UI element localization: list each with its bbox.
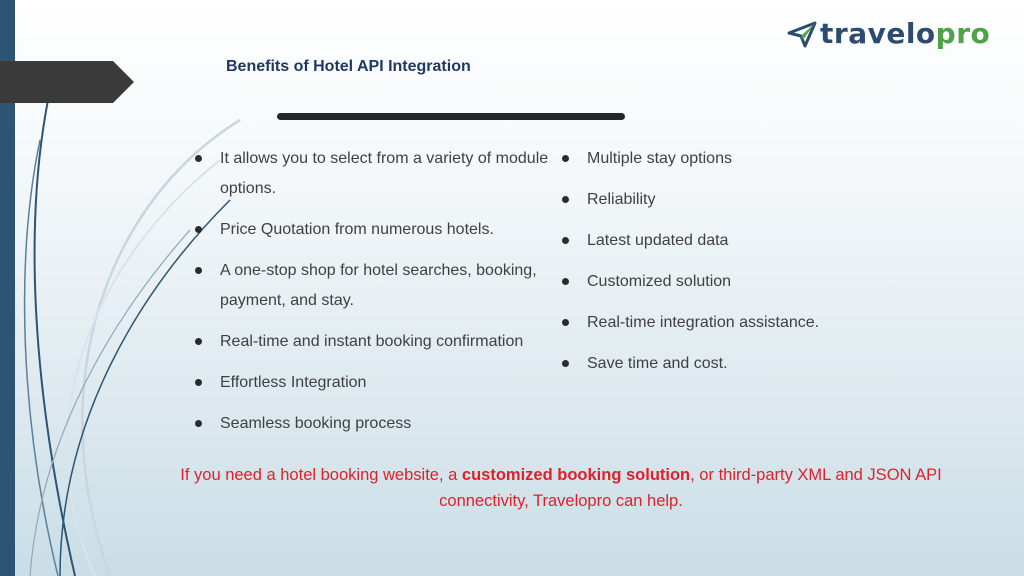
logo-text-primary: travelo xyxy=(820,17,936,50)
list-item xyxy=(192,215,562,245)
list-item-text: Customized solution xyxy=(587,273,732,290)
bullet-dot-icon xyxy=(195,267,202,274)
benefits-list-right xyxy=(559,144,859,390)
list-item xyxy=(559,267,859,297)
list-item-text: Reliability xyxy=(587,191,656,208)
bullet-dot-icon xyxy=(562,319,569,326)
benefits-list-left xyxy=(192,144,562,450)
logo-text-secondary: pro xyxy=(935,17,991,50)
bullet-dot-icon xyxy=(562,237,569,244)
bullet-dot-icon xyxy=(562,360,569,367)
call-to-action-text xyxy=(140,462,982,514)
list-item xyxy=(559,226,859,256)
list-item xyxy=(192,368,562,398)
list-item xyxy=(192,327,562,357)
travelopro-logo xyxy=(787,14,1009,54)
paper-plane-icon xyxy=(787,19,817,49)
list-item-text: Real-time integration assistance. xyxy=(587,314,820,331)
footer-text-start: If you need a hotel booking website, a xyxy=(180,466,462,484)
list-item xyxy=(192,256,562,316)
list-item-text: Effortless Integration xyxy=(220,374,367,391)
list-item xyxy=(192,409,562,439)
list-item-text: Multiple stay options xyxy=(587,150,732,167)
bullet-dot-icon xyxy=(562,278,569,285)
footer-text-end: , or third-party XML and JSON API connectivity, Travelopro can help. xyxy=(439,466,942,510)
title-tab-decoration xyxy=(0,61,134,103)
list-item-text: Real-time and instant booking confirmation xyxy=(220,333,524,350)
bullet-dot-icon xyxy=(195,379,202,386)
list-item xyxy=(559,185,859,215)
list-item-text: A one-stop shop for hotel searches, booking, payment, and stay. xyxy=(220,262,537,309)
bullet-dot-icon xyxy=(562,196,569,203)
bullet-dot-icon xyxy=(562,155,569,162)
list-item xyxy=(559,349,859,379)
slide-title: Benefits of Hotel API Integration xyxy=(226,58,471,75)
bullet-dot-icon xyxy=(195,338,202,345)
footer-highlight: customized booking solution xyxy=(461,466,691,484)
list-item-text: Seamless booking process xyxy=(220,415,412,432)
list-item-text: Price Quotation from numerous hotels. xyxy=(220,221,494,238)
bullet-dot-icon xyxy=(195,226,202,233)
logo-wordmark xyxy=(820,17,991,50)
bullet-dot-icon xyxy=(195,420,202,427)
list-item xyxy=(559,144,859,174)
list-item-text: Save time and cost. xyxy=(587,355,728,372)
list-item xyxy=(192,144,562,204)
list-item-text: It allows you to select from a variety of module options. xyxy=(220,150,549,197)
bullet-dot-icon xyxy=(195,155,202,162)
list-item-text: Latest updated data xyxy=(587,232,729,249)
title-underline xyxy=(277,113,625,120)
list-item xyxy=(559,308,859,338)
